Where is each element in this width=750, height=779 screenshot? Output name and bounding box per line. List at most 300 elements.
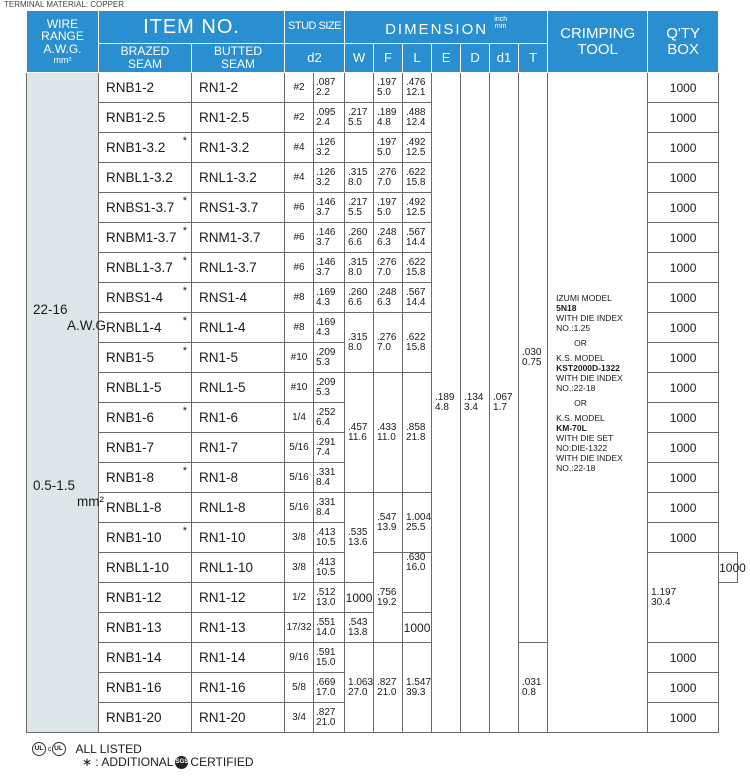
butted-item: RNL1-3.2 <box>192 163 285 193</box>
or-separator: OR <box>574 337 587 348</box>
d2-mm: 7.4 <box>316 446 330 458</box>
l-value-mm: 12.5 <box>406 206 426 218</box>
w-value-inch: .315 <box>348 166 368 178</box>
qty-value: 1000 <box>648 313 719 343</box>
certified-line <box>32 756 254 769</box>
f-value-inch: .248 <box>377 226 397 238</box>
w-value <box>345 643 374 733</box>
d-value-inch: .134 <box>464 391 484 403</box>
e-value-mm: 4.8 <box>435 401 449 413</box>
w-value-mm: 6.6 <box>348 236 362 248</box>
ks2-no: NO.:22-18 <box>556 462 596 473</box>
w-value-inch: 1.063 <box>348 676 374 688</box>
d2-mm: 10.5 <box>316 536 336 548</box>
d2-mm: 3.2 <box>316 176 330 188</box>
butted-item: RN1-10 <box>192 523 285 553</box>
f-value <box>374 193 403 223</box>
certified-text: CERTIFIED <box>190 755 254 769</box>
d2-header: d2 <box>285 44 345 73</box>
butted-item: RN1-12 <box>192 583 285 613</box>
butted-item: RN1-5 <box>192 343 285 373</box>
w-value <box>374 553 403 643</box>
d2-value <box>314 73 345 103</box>
crimping-tool-header <box>548 11 648 73</box>
izumi-die: WITH DIE INDEX <box>556 312 623 323</box>
t-header: T <box>519 44 548 73</box>
f-value <box>374 283 403 313</box>
stud-size: 9/16 <box>285 643 314 673</box>
qty-value: 1000 <box>648 193 719 223</box>
brazed-item-no: RNBM1-3.7 <box>106 230 177 245</box>
d2-mm: 4.3 <box>316 296 330 308</box>
d2-inch: .126 <box>316 166 336 178</box>
l-value-inch: 1.547 <box>406 676 432 688</box>
l-value-mm: 12.5 <box>406 146 426 158</box>
d2-inch: .413 <box>316 556 336 568</box>
d1-value-inch: .067 <box>493 391 513 403</box>
additional-text: ∗ : ADDITIONAL <box>82 755 174 769</box>
qty-value: 1000 <box>648 433 719 463</box>
brazed-line: SEAM <box>127 57 162 71</box>
butted-line: BUTTED <box>214 44 262 59</box>
l-header: L <box>403 44 432 73</box>
w-value-inch: .217 <box>348 106 368 118</box>
butted-item: RN1-20 <box>192 703 285 733</box>
l-value-inch: .492 <box>406 136 426 148</box>
brazed-item <box>99 433 192 463</box>
brazed-item-no: RNBS1-3.7 <box>106 200 175 215</box>
w-header: W <box>345 44 374 73</box>
l-value <box>403 73 432 103</box>
f-value-mm: 4.8 <box>377 116 391 128</box>
d2-value <box>314 643 345 673</box>
brazed-item <box>99 403 192 433</box>
qty-header-line: Q'TY <box>666 24 700 42</box>
w-value-mm: 19.2 <box>377 596 397 608</box>
d2-value <box>314 343 345 373</box>
brazed-item-no: RNB1-12 <box>106 590 162 605</box>
d2-value <box>314 673 345 703</box>
l-value-inch: .488 <box>406 106 426 118</box>
t-value-inch: .031 <box>522 676 542 688</box>
d2-inch: .087 <box>316 76 336 88</box>
f-value <box>374 253 403 283</box>
crimping-header-line: TOOL <box>577 40 618 58</box>
stud-size: 3/4 <box>285 703 314 733</box>
f-value <box>374 313 403 373</box>
l-value-mm: 30.4 <box>651 596 671 608</box>
d1-value <box>490 73 519 733</box>
ul-icon: UL <box>32 742 46 756</box>
brazed-item-no: RNBS1-4 <box>106 290 164 305</box>
l-value <box>648 553 719 643</box>
ssc-star: * <box>182 135 187 147</box>
butted-seam-header <box>192 44 285 73</box>
crimping-header-line: CRIMPING <box>560 24 636 42</box>
f-value-inch: .827 <box>377 676 397 688</box>
d2-inch: .209 <box>316 376 336 388</box>
d2-value <box>314 613 345 643</box>
qty-value: 1000 <box>648 253 719 283</box>
stud-size: #2 <box>285 103 314 133</box>
butted-item: RNL1-3.7 <box>192 253 285 283</box>
brazed-item-no: RNBL1-3.2 <box>106 170 173 185</box>
stud-size: 1/2 <box>285 583 314 613</box>
table-body <box>27 73 746 733</box>
w-value <box>345 223 374 253</box>
d2-value <box>314 403 345 433</box>
d2-inch: .331 <box>316 466 336 478</box>
listing-line <box>32 742 254 756</box>
f-value <box>374 223 403 253</box>
f-value-mm: 13.8 <box>348 626 368 638</box>
stud-size: 3/8 <box>285 553 314 583</box>
brazed-item <box>99 313 192 343</box>
brazed-item <box>99 553 192 583</box>
t-value <box>519 73 548 643</box>
l-value-mm: 39.3 <box>406 686 426 698</box>
d2-value <box>314 163 345 193</box>
wire-range-header-line: WIRE <box>46 16 79 31</box>
qty-value: 1000 <box>719 553 738 583</box>
qty-value: 1000 <box>648 493 719 523</box>
d2-value <box>314 433 345 463</box>
f-header: F <box>374 44 403 73</box>
stud-size: #8 <box>285 313 314 343</box>
sgs-icon: SGS <box>175 756 188 769</box>
item-no-header: ITEM NO. <box>99 11 285 44</box>
d2-inch: .291 <box>316 436 336 448</box>
brazed-item-no: RNBL1-8 <box>106 500 162 515</box>
crimping-tool-cell <box>548 73 648 733</box>
d2-value <box>314 463 345 493</box>
butted-item: RN1-7 <box>192 433 285 463</box>
brazed-item-no: RNB1-16 <box>106 680 162 695</box>
d2-inch: .252 <box>316 406 336 418</box>
d2-mm: 15.0 <box>316 656 336 668</box>
l-value-inch: .622 <box>406 166 426 178</box>
brazed-item <box>99 523 192 553</box>
ks1-label: K.S. MODEL <box>556 352 605 363</box>
f-value-mm: 5.0 <box>377 206 391 218</box>
l-value <box>403 223 432 253</box>
izumi-model: 5N18 <box>556 302 577 313</box>
brazed-item <box>99 463 192 493</box>
f-value <box>374 103 403 133</box>
d2-inch: .126 <box>316 136 336 148</box>
e-header: E <box>432 44 461 73</box>
wire-range-header <box>27 11 99 73</box>
f-value-inch: .197 <box>377 76 397 88</box>
brazed-item-no: RNB1-14 <box>106 650 162 665</box>
w-value-mm: 8.0 <box>348 341 362 353</box>
qty-value: 1000 <box>345 583 374 613</box>
stud-size: 3/8 <box>285 523 314 553</box>
stud-size: #4 <box>285 133 314 163</box>
cul-prefix: c <box>48 745 52 753</box>
stud-size: 5/16 <box>285 433 314 463</box>
t-value-mm: 0.75 <box>522 356 542 368</box>
d2-inch: .146 <box>316 226 336 238</box>
wire-awg-unit: A.W.G. <box>67 318 110 333</box>
qty-value: 1000 <box>648 403 719 433</box>
ssc-star: * <box>182 285 187 297</box>
d2-value <box>314 103 345 133</box>
f-value <box>403 553 432 613</box>
f-value-inch: .547 <box>377 511 397 523</box>
d2-inch: .146 <box>316 196 336 208</box>
brazed-item <box>99 373 192 403</box>
brazed-item-no: RNBL1-5 <box>106 380 162 395</box>
ssc-star: * <box>182 225 187 237</box>
qty-value: 1000 <box>648 523 719 553</box>
izumi-no: NO.:1.25 <box>556 322 591 333</box>
crimping-tool-text <box>556 293 643 473</box>
brazed-item <box>99 103 192 133</box>
d2-inch: .591 <box>316 646 336 658</box>
l-value-mm: 14.4 <box>406 296 426 308</box>
brazed-item <box>99 73 192 103</box>
d-header: D <box>461 44 490 73</box>
butted-item: RNL1-4 <box>192 313 285 343</box>
d2-value <box>314 523 345 553</box>
d2-value <box>314 583 345 613</box>
brazed-item-no: RNB1-20 <box>106 710 162 725</box>
qty-value: 1000 <box>648 133 719 163</box>
d2-mm: 3.7 <box>316 206 330 218</box>
qty-value: 1000 <box>648 103 719 133</box>
ssc-star: * <box>182 345 187 357</box>
f-value-inch: .543 <box>348 616 368 628</box>
dimension-header <box>345 11 548 44</box>
l-value-inch: 1.004 <box>406 511 432 523</box>
d2-mm: 13.0 <box>316 596 336 608</box>
butted-item: RN1-16 <box>192 673 285 703</box>
stud-size: #10 <box>285 373 314 403</box>
d2-value <box>314 193 345 223</box>
dimension-header-label: DIMENSION <box>385 21 489 39</box>
butted-item: RNM1-3.7 <box>192 223 285 253</box>
d2-value <box>314 133 345 163</box>
wire-range-header-line: mm² <box>53 54 72 65</box>
l-value <box>403 493 432 553</box>
ks2-setno: NO:DIE-1322 <box>556 442 608 453</box>
ssc-star: * <box>182 405 187 417</box>
w-value <box>345 493 374 583</box>
ssc-star: * <box>182 255 187 267</box>
d2-value <box>314 703 345 733</box>
or-separator: OR <box>574 397 587 408</box>
brazed-item-no: RNB1-13 <box>106 620 162 635</box>
brazed-seam-header <box>99 44 192 73</box>
stud-size: #10 <box>285 343 314 373</box>
d2-inch: .169 <box>316 286 336 298</box>
f-value-mm: 6.3 <box>377 296 391 308</box>
d2-inch: .551 <box>316 616 336 628</box>
w-value-inch: .217 <box>348 196 368 208</box>
t-value-mm: 0.8 <box>522 686 536 698</box>
l-value-mm: 12.1 <box>406 86 426 98</box>
l-value-inch: .858 <box>406 421 426 433</box>
ks1-model: KST2000D-1322 <box>556 362 620 373</box>
l-value-mm: 12.4 <box>406 116 426 128</box>
brazed-item <box>99 133 192 163</box>
butted-item: RNS1-4 <box>192 283 285 313</box>
f-value-mm: 11.0 <box>377 431 396 443</box>
d2-inch: .413 <box>316 526 336 538</box>
e-value-inch: .189 <box>435 391 455 403</box>
wire-range-header-line: RANGE <box>41 29 84 44</box>
l-value <box>403 373 432 493</box>
w-value <box>345 253 374 283</box>
butted-item: RNL1-10 <box>192 553 285 583</box>
w-value <box>345 283 374 313</box>
f-value <box>374 133 403 163</box>
stud-size: #4 <box>285 163 314 193</box>
l-value <box>403 643 432 733</box>
stud-size: 17/32 <box>285 613 314 643</box>
ks1-no: NO.:22-18 <box>556 382 596 393</box>
w-value-mm: 8.0 <box>348 266 362 278</box>
f-value-mm: 5.0 <box>377 86 391 98</box>
w-value <box>345 103 374 133</box>
l-value-mm: 21.8 <box>406 431 426 443</box>
brazed-item <box>99 343 192 373</box>
d1-value-mm: 1.7 <box>493 401 507 413</box>
l-value-inch: .492 <box>406 196 426 208</box>
qty-value: 1000 <box>648 643 719 673</box>
w-value-mm: 27.0 <box>348 686 368 698</box>
brazed-line: BRAZED <box>120 44 170 59</box>
ssc-star: * <box>182 315 187 327</box>
d2-value <box>314 283 345 313</box>
d2-mm: 3.2 <box>316 146 330 158</box>
d2-mm: 8.4 <box>316 506 330 518</box>
brazed-item-no: RNBL1-10 <box>106 560 170 575</box>
brazed-item <box>99 673 192 703</box>
d2-mm: 10.5 <box>316 566 336 578</box>
d1-header: d1 <box>490 44 519 73</box>
d2-inch: .669 <box>316 676 336 688</box>
qty-value: 1000 <box>648 463 719 493</box>
butted-item: RNL1-8 <box>192 493 285 523</box>
w-value-inch: .260 <box>348 226 368 238</box>
stud-size: #6 <box>285 253 314 283</box>
butted-item: RN1-2.5 <box>192 103 285 133</box>
qty-value: 1000 <box>403 613 432 643</box>
f-value-inch: .276 <box>377 331 397 343</box>
brazed-item <box>99 253 192 283</box>
f-value-inch: .248 <box>377 286 397 298</box>
ssc-star: * <box>182 465 187 477</box>
e-value <box>432 73 461 733</box>
brazed-item-no: RNB1-7 <box>106 440 155 455</box>
brazed-item-no: RNBL1-4 <box>106 320 162 335</box>
brazed-item-no: RNB1-2 <box>106 80 155 95</box>
brazed-item <box>99 643 192 673</box>
ssc-star: * <box>182 525 187 537</box>
brazed-item <box>99 163 192 193</box>
wire-range-cell <box>27 73 110 733</box>
qty-value: 1000 <box>648 73 719 103</box>
brazed-item-no: RNB1-10 <box>106 530 162 545</box>
d2-value <box>314 373 345 403</box>
brazed-item <box>99 613 192 643</box>
d2-mm: 8.4 <box>316 476 330 488</box>
cul-icon: UL <box>52 742 66 756</box>
stud-size: 5/16 <box>285 463 314 493</box>
dimension-unit <box>494 16 507 30</box>
unit-mm: mm <box>494 23 507 31</box>
f-value-inch: .197 <box>377 196 397 208</box>
w-value-mm: 5.5 <box>348 116 362 128</box>
f-value-inch: .189 <box>377 106 397 118</box>
d2-inch: .209 <box>316 346 336 358</box>
l-value <box>403 283 432 313</box>
w-value <box>345 73 374 103</box>
brazed-item <box>99 283 192 313</box>
d-value <box>461 73 490 733</box>
f-value-mm: 16.0 <box>406 562 426 573</box>
t-value-inch: .030 <box>522 346 542 358</box>
w-value-mm: 8.0 <box>348 176 362 188</box>
ks1-die: WITH DIE INDEX <box>556 372 623 383</box>
brazed-item <box>99 583 192 613</box>
wire-range-mm <box>33 478 104 510</box>
t-value <box>519 643 548 733</box>
l-value <box>403 133 432 163</box>
ks2-die: WITH DIE INDEX <box>556 452 623 463</box>
l-value-inch: .567 <box>406 286 426 298</box>
page-caption: TERMINAL MATERIAL: COPPER <box>4 0 125 9</box>
l-value <box>403 253 432 283</box>
wire-mm-unit: mm² <box>77 494 104 509</box>
stud-size: #6 <box>285 193 314 223</box>
w-value-inch: .535 <box>348 526 368 538</box>
qty-value: 1000 <box>648 343 719 373</box>
brazed-item <box>99 493 192 523</box>
f-value-mm: 13.9 <box>377 521 397 533</box>
brazed-item <box>99 703 192 733</box>
qty-value: 1000 <box>648 673 719 703</box>
brazed-item-no: RNB1-6 <box>106 410 155 425</box>
l-value-mm: 14.4 <box>406 236 426 248</box>
qty-value: 1000 <box>648 223 719 253</box>
l-value-mm: 15.8 <box>406 266 426 278</box>
d2-mm: 2.2 <box>316 86 330 98</box>
stud-size-header: STUD SIZE <box>285 11 345 44</box>
l-value-inch: .567 <box>406 226 426 238</box>
w-value <box>345 313 374 373</box>
butted-line: SEAM <box>221 57 256 71</box>
brazed-item-no: RNB1-5 <box>106 350 155 365</box>
d2-mm: 2.4 <box>316 116 330 128</box>
brazed-item-no: RNB1-3.2 <box>106 140 166 155</box>
stud-size: 5/16 <box>285 493 314 523</box>
f-value-inch: .197 <box>377 136 397 148</box>
d2-mm: 6.4 <box>316 416 330 428</box>
qty-value: 1000 <box>648 163 719 193</box>
f-value-inch: .276 <box>377 166 397 178</box>
stud-size: 1/4 <box>285 403 314 433</box>
stud-size: #6 <box>285 223 314 253</box>
ks2-model: KM-70L <box>556 422 587 433</box>
d2-inch: .512 <box>316 586 336 598</box>
f-value-mm: 5.0 <box>377 146 391 158</box>
w-value-inch: .756 <box>377 586 397 598</box>
d2-mm: 17.0 <box>316 686 336 698</box>
stud-size: 5/8 <box>285 673 314 703</box>
